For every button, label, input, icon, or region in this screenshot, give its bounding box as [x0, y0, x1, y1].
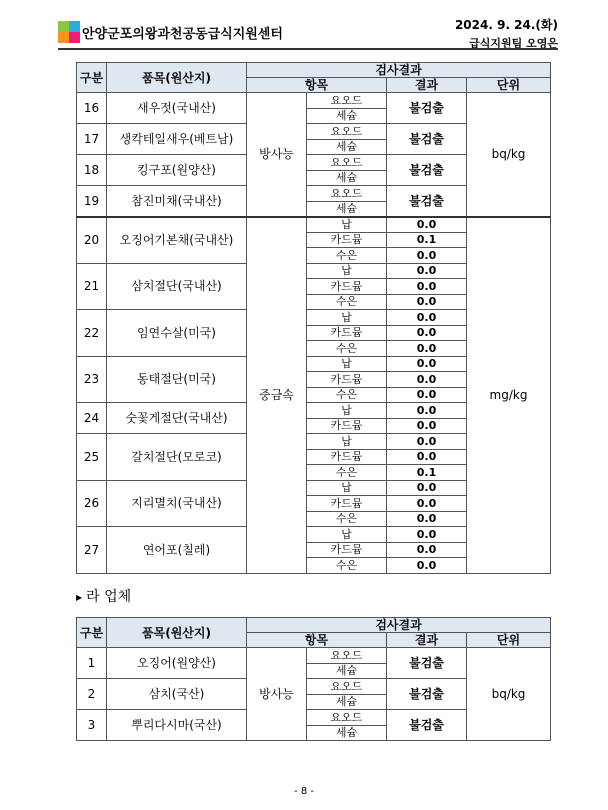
- row-no: 20: [77, 217, 107, 264]
- row-no: 19: [77, 186, 107, 217]
- row-no: 16: [77, 93, 107, 124]
- row-no: 3: [77, 710, 107, 741]
- header-unit: 단위: [467, 78, 551, 93]
- test-result: 불검출: [387, 186, 467, 217]
- test-value: 0.0: [387, 418, 467, 434]
- test-name: 카드뮴: [307, 325, 387, 341]
- row-no: 1: [77, 648, 107, 679]
- test-value: 0.0: [387, 217, 467, 233]
- test-value: 0.0: [387, 372, 467, 388]
- test-category: 방사능: [247, 93, 307, 217]
- header-result: 결과: [387, 633, 467, 648]
- center-logo: [58, 21, 80, 43]
- header-test: 항목: [247, 78, 387, 93]
- header-item: 품목(원산지): [107, 63, 247, 93]
- row-no: 25: [77, 434, 107, 481]
- header-result-group: 검사결과: [247, 63, 551, 78]
- test-name: 납: [307, 263, 387, 279]
- test-category: 방사능: [247, 648, 307, 741]
- test-name: 세슘: [307, 725, 387, 741]
- test-name: 세슘: [307, 201, 387, 217]
- page-header: [58, 18, 558, 48]
- test-name: 카드뮴: [307, 542, 387, 558]
- test-name: 납: [307, 310, 387, 326]
- row-item: 삼치절단(국내산): [107, 263, 247, 310]
- test-result: 불검출: [387, 124, 467, 155]
- test-value: 0.0: [387, 294, 467, 310]
- test-name: 수은: [307, 511, 387, 527]
- test-value: 0.1: [387, 465, 467, 481]
- row-no: 21: [77, 263, 107, 310]
- unit: bq/kg: [467, 648, 551, 741]
- row-item: 참진미채(국내산): [107, 186, 247, 217]
- test-name: 요오드: [307, 186, 387, 202]
- table-row: [77, 217, 551, 233]
- row-item: 연어포(칠레): [107, 527, 247, 574]
- test-value: 0.0: [387, 480, 467, 496]
- row-item: 지리멸치(국내산): [107, 480, 247, 527]
- test-value: 0.0: [387, 527, 467, 543]
- table1-body: [77, 93, 551, 574]
- test-name: 수은: [307, 558, 387, 574]
- section-title: [76, 586, 131, 606]
- test-result: 불검출: [387, 648, 467, 679]
- row-item: 임연수살(미국): [107, 310, 247, 357]
- test-name: 카드뮴: [307, 449, 387, 465]
- test-name: 세슘: [307, 139, 387, 155]
- org-name: 안양군포의왕과천공동급식지원센터: [82, 27, 283, 42]
- row-item: 숫꽃게절단(국내산): [107, 403, 247, 434]
- test-name: 수은: [307, 294, 387, 310]
- row-item: 킹구포(원양산): [107, 155, 247, 186]
- row-item: 오징어(원양산): [107, 648, 247, 679]
- test-name: 요오드: [307, 648, 387, 664]
- header-divider: [58, 48, 558, 50]
- row-no: 23: [77, 356, 107, 403]
- test-result: 불검출: [387, 93, 467, 124]
- test-name: 카드뮴: [307, 496, 387, 512]
- test-result: 불검출: [387, 155, 467, 186]
- header-item: 품목(원산지): [107, 618, 247, 648]
- test-result: 불검출: [387, 710, 467, 741]
- header-no: 구분: [77, 618, 107, 648]
- header-result: 결과: [387, 78, 467, 93]
- row-no: 18: [77, 155, 107, 186]
- row-no: 22: [77, 310, 107, 357]
- test-value: 0.0: [387, 403, 467, 419]
- header-test: 항목: [247, 633, 387, 648]
- header-result-group: 검사결과: [247, 618, 551, 633]
- section-title-text: 라 업체: [86, 589, 132, 605]
- test-value: 0.0: [387, 449, 467, 465]
- test-name: 카드뮴: [307, 279, 387, 295]
- row-item: 새우젓(국내산): [107, 93, 247, 124]
- test-value: 0.0: [387, 387, 467, 403]
- test-value: 0.0: [387, 558, 467, 574]
- row-no: 24: [77, 403, 107, 434]
- test-value: 0.0: [387, 496, 467, 512]
- test-name: 요오드: [307, 93, 387, 109]
- test-name: 세슘: [307, 694, 387, 710]
- table-row: [77, 648, 551, 664]
- test-value: 0.0: [387, 325, 467, 341]
- test-name: 요오드: [307, 155, 387, 171]
- test-value: 0.1: [387, 232, 467, 248]
- row-item: 오징어기본채(국내산): [107, 217, 247, 264]
- test-name: 요오드: [307, 710, 387, 726]
- test-value: 0.0: [387, 279, 467, 295]
- test-name: 세슘: [307, 108, 387, 124]
- test-name: 세슘: [307, 170, 387, 186]
- inspection-table-2: [76, 617, 551, 741]
- test-name: 납: [307, 527, 387, 543]
- row-no: 27: [77, 527, 107, 574]
- test-name: 납: [307, 480, 387, 496]
- test-name: 수은: [307, 248, 387, 264]
- table2-body: [77, 648, 551, 741]
- test-result: 불검출: [387, 679, 467, 710]
- test-name: 카드뮴: [307, 372, 387, 388]
- row-no: 17: [77, 124, 107, 155]
- test-name: 납: [307, 434, 387, 450]
- test-name: 카드뮴: [307, 418, 387, 434]
- table-row: [77, 93, 551, 109]
- test-name: 요오드: [307, 124, 387, 140]
- test-value: 0.0: [387, 434, 467, 450]
- test-name: 요오드: [307, 679, 387, 695]
- test-name: 수은: [307, 341, 387, 357]
- report-date: 2024. 9. 24.(화): [454, 18, 558, 32]
- report-author: 급식지원팀 오영은: [469, 37, 558, 50]
- test-name: 세슘: [307, 663, 387, 679]
- header-unit: 단위: [467, 633, 551, 648]
- test-value: 0.0: [387, 248, 467, 264]
- row-no: 2: [77, 679, 107, 710]
- test-name: 수은: [307, 465, 387, 481]
- row-item: 생칵테일새우(베트남): [107, 124, 247, 155]
- test-value: 0.0: [387, 341, 467, 357]
- row-item: 삼치(국산): [107, 679, 247, 710]
- row-item: 갈치절단(모로코): [107, 434, 247, 481]
- test-value: 0.0: [387, 511, 467, 527]
- row-item: 뿌리다시마(국산): [107, 710, 247, 741]
- row-item: 동태절단(미국): [107, 356, 247, 403]
- test-name: 납: [307, 403, 387, 419]
- unit: mg/kg: [467, 217, 551, 574]
- test-name: 수은: [307, 387, 387, 403]
- test-value: 0.0: [387, 356, 467, 372]
- test-name: 납: [307, 356, 387, 372]
- unit: bq/kg: [467, 93, 551, 217]
- inspection-table-1: [76, 62, 551, 574]
- test-value: 0.0: [387, 310, 467, 326]
- test-name: 납: [307, 217, 387, 233]
- header-no: 구분: [77, 63, 107, 93]
- test-category: 중금속: [247, 217, 307, 574]
- test-value: 0.0: [387, 263, 467, 279]
- test-value: 0.0: [387, 542, 467, 558]
- page-number: - 8 -: [294, 786, 314, 797]
- triangle-bullet-icon: ▶: [76, 592, 83, 602]
- test-name: 카드뮴: [307, 232, 387, 248]
- row-no: 26: [77, 480, 107, 527]
